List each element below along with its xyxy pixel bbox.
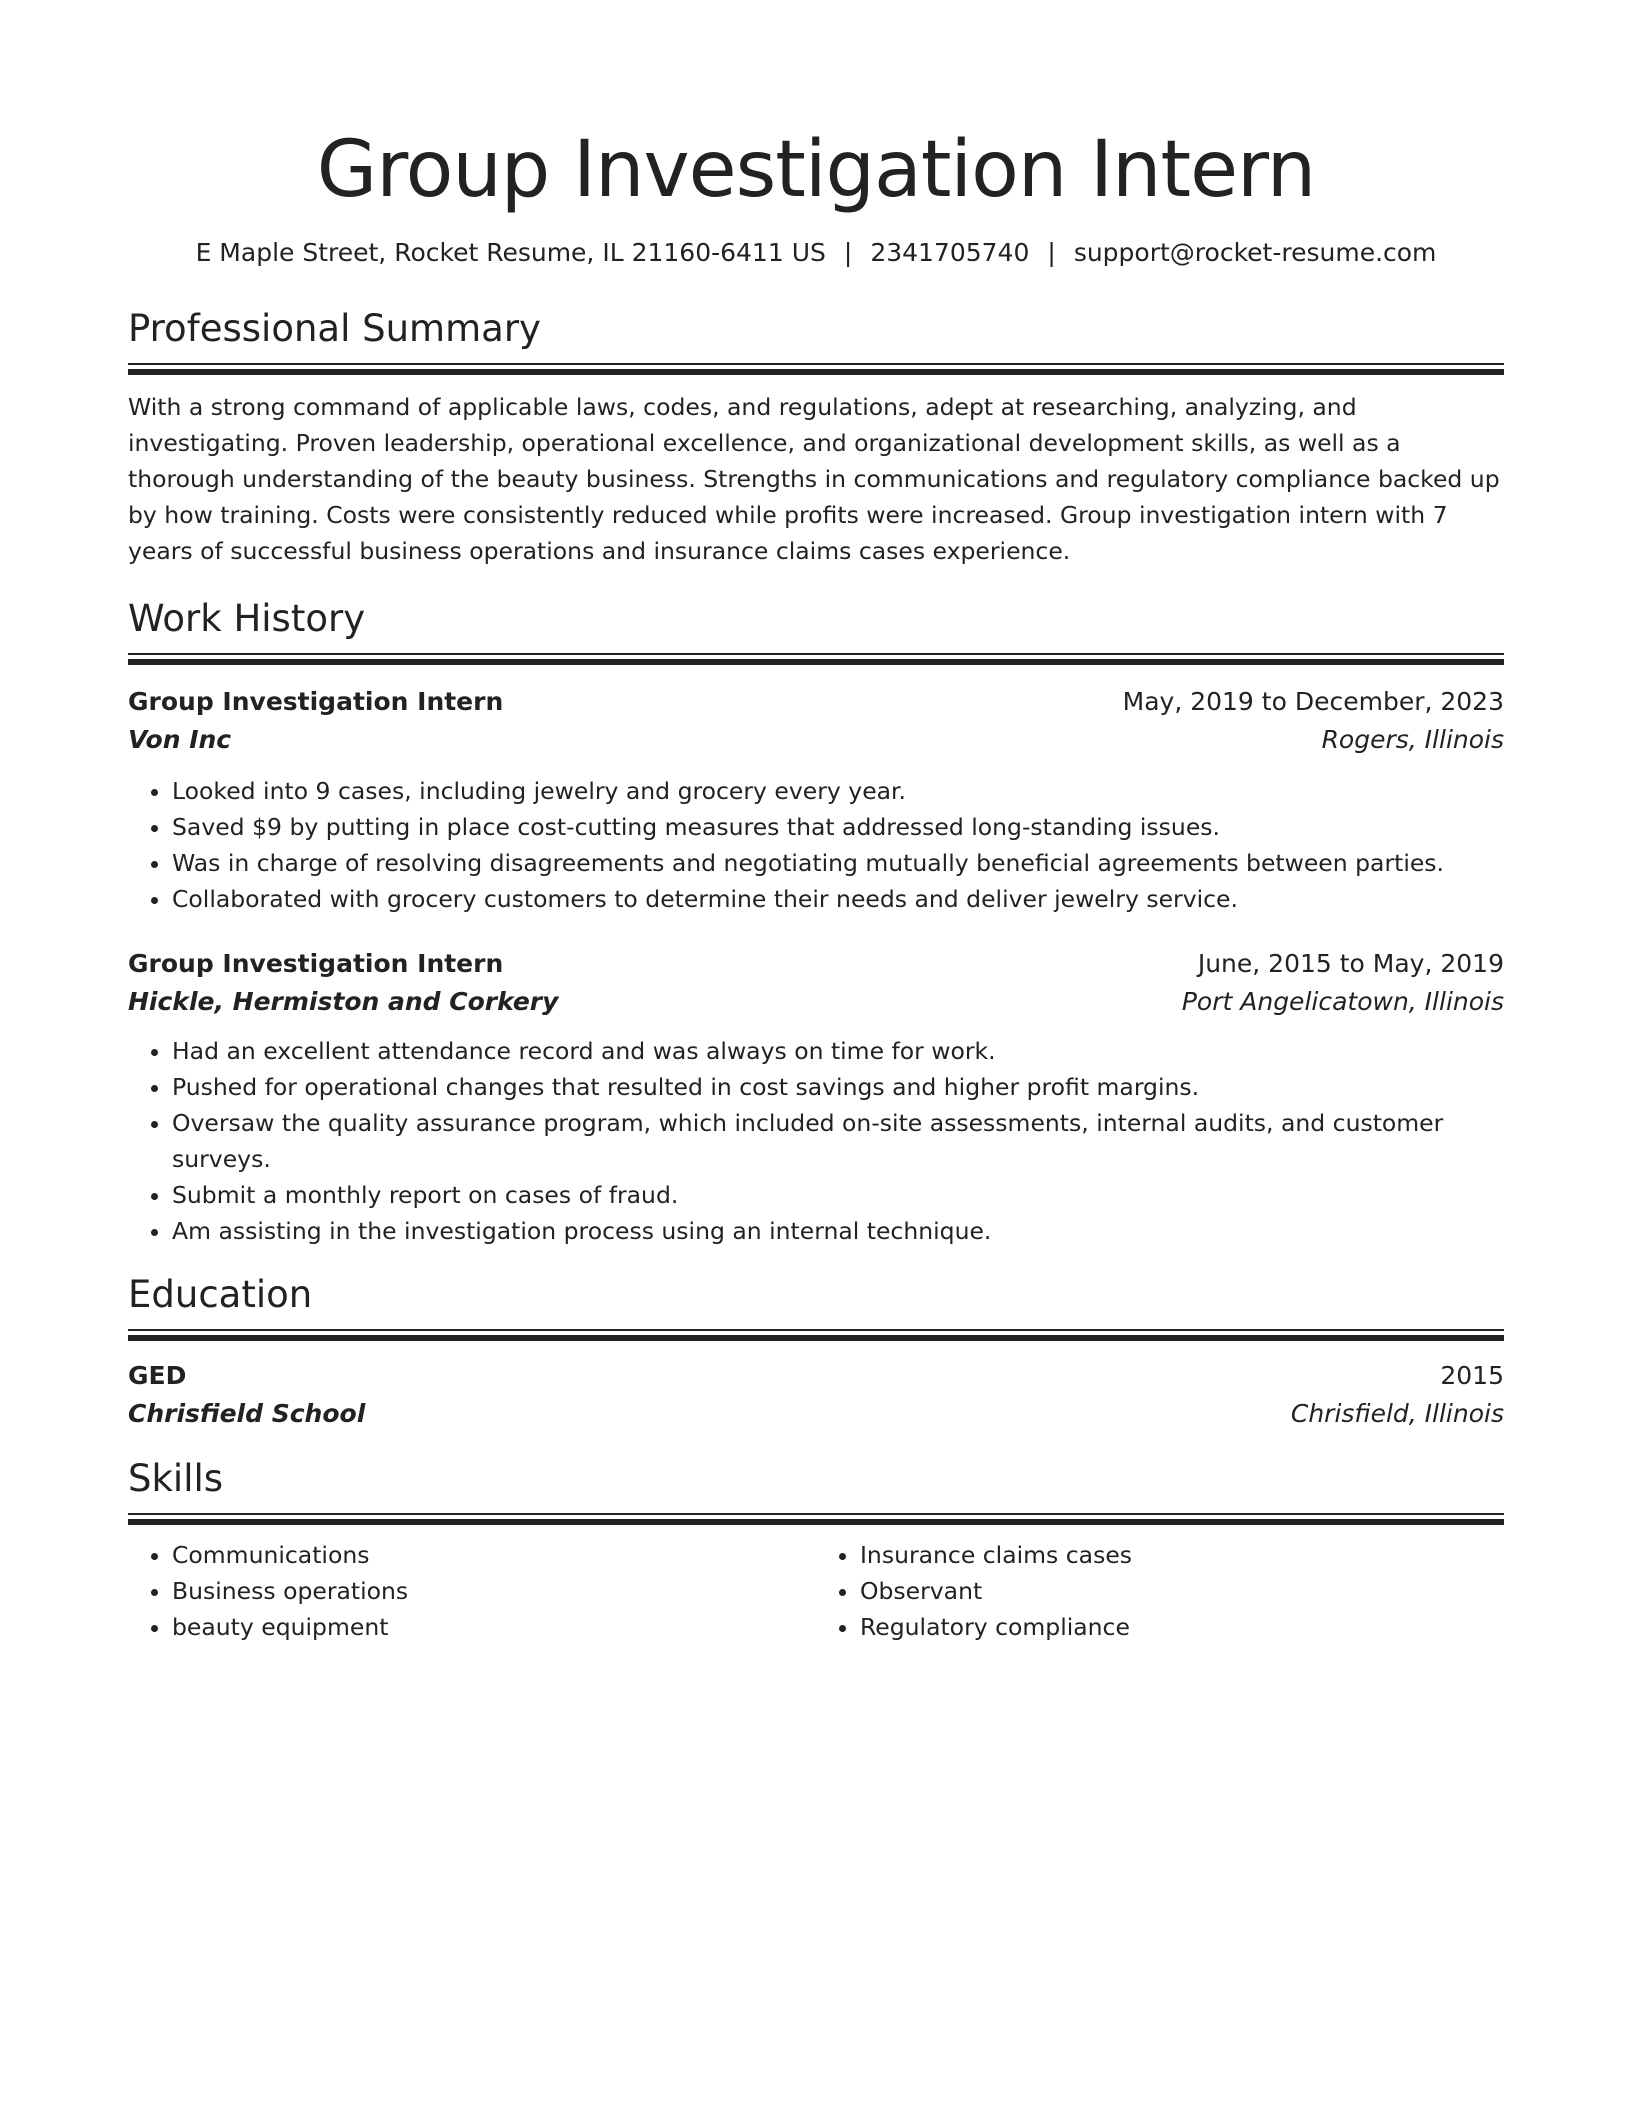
- skill-item: • Business operations: [172, 1573, 816, 1609]
- summary-section: [128, 305, 1504, 569]
- section-title-education: Education: [128, 1273, 313, 1316]
- education-header: [128, 1357, 1504, 1395]
- contact-separator: |: [843, 238, 853, 267]
- skills-grid: [128, 1537, 1504, 1645]
- contact-separator: |: [1047, 238, 1056, 267]
- section-divider: [128, 1329, 1504, 1341]
- job-dates: June, 2015 to May, 2019: [1197, 949, 1504, 978]
- list-item: • Am assisting in the investigation process using an internal technique.: [172, 1213, 1504, 1249]
- job-dates: May, 2019 to December, 2023: [1122, 687, 1504, 716]
- education-school: Chrisfield School: [128, 1399, 366, 1428]
- job-subheader: [128, 721, 1504, 759]
- skills-list: [128, 1537, 816, 1645]
- skills-column-right: [816, 1537, 1504, 1645]
- job-role: Group Investigation Intern: [128, 687, 504, 716]
- contact-phone: 2341705740: [870, 238, 1030, 267]
- job-entry: [128, 683, 1504, 917]
- skill-item: • Regulatory compliance: [860, 1609, 1504, 1645]
- contact-address: E Maple Street, Rocket Resume, IL 21160-6411 US: [195, 238, 826, 267]
- job-entry: [128, 945, 1504, 1249]
- list-item: • Oversaw the quality assurance program, which included on-site assessments, internal audits, and customer surveys.: [172, 1105, 1504, 1177]
- section-title-summary: Professional Summary: [128, 307, 541, 350]
- list-item: • Pushed for operational changes that resulted in cost savings and higher profit margins.: [172, 1069, 1504, 1105]
- job-bullets: [128, 773, 1504, 917]
- education-location: Chrisfield, Illinois: [1290, 1399, 1504, 1428]
- summary-text: With a strong command of applicable laws, codes, and regulations, adept at researching, analyzing, and investigating. Proven leadership, operational excellence, and organizational development skills, as well as a thorough understanding of the beauty business. Strengths in communications and regulatory compliance backed up by how training. Costs were consistently reduced while profits were increased. Group investigation intern with 7 years of successful business operations and insurance claims cases experience.: [128, 393, 1500, 565]
- list-item: • Submit a monthly report on cases of fraud.: [172, 1177, 1504, 1213]
- skills-list: [816, 1537, 1504, 1645]
- section-divider: [128, 1513, 1504, 1525]
- education-subheader: [128, 1395, 1504, 1433]
- job-company: Hickle, Hermiston and Corkery: [128, 987, 559, 1016]
- job-header: [128, 945, 1504, 983]
- contact-email[interactable]: support@rocket-resume.com: [1073, 238, 1437, 267]
- list-item: • Was in charge of resolving disagreements and negotiating mutually beneficial agreements between parties.: [172, 845, 1504, 881]
- list-item: • Looked into 9 cases, including jewelry and grocery every year.: [172, 773, 1504, 809]
- job-subheader: [128, 983, 1504, 1021]
- education-entry: [128, 1357, 1504, 1433]
- section-divider: [128, 653, 1504, 665]
- resume-name: Group Investigation Intern: [316, 125, 1316, 215]
- skills-section: [128, 1455, 1504, 1645]
- skill-item: • beauty equipment: [172, 1609, 816, 1645]
- job-location: Port Angelicatown, Illinois: [1181, 987, 1504, 1016]
- skills-column-left: [128, 1537, 816, 1645]
- job-header: [128, 683, 1504, 721]
- skill-item: • Observant: [860, 1573, 1504, 1609]
- skill-item: • Insurance claims cases: [860, 1537, 1504, 1573]
- contact-line: [128, 236, 1504, 270]
- job-company: Von Inc: [128, 725, 232, 754]
- education-year: 2015: [1440, 1361, 1504, 1390]
- job-role: Group Investigation Intern: [128, 949, 504, 978]
- section-title-work: Work History: [128, 597, 366, 640]
- list-item: • Saved $9 by putting in place cost-cutting measures that addressed long-standing issues.: [172, 809, 1504, 845]
- job-bullets: [128, 1033, 1504, 1249]
- section-divider: [128, 363, 1504, 375]
- work-section: [128, 595, 1504, 1249]
- skill-item: • Communications: [172, 1537, 816, 1573]
- education-degree: GED: [128, 1361, 187, 1390]
- list-item: • Collaborated with grocery customers to determine their needs and deliver jewelry service.: [172, 881, 1504, 917]
- resume-page: [128, 0, 1504, 1645]
- section-title-skills: Skills: [128, 1457, 224, 1500]
- job-location: Rogers, Illinois: [1321, 725, 1504, 754]
- education-section: [128, 1271, 1504, 1433]
- list-item: • Had an excellent attendance record and was always on time for work.: [172, 1033, 1504, 1069]
